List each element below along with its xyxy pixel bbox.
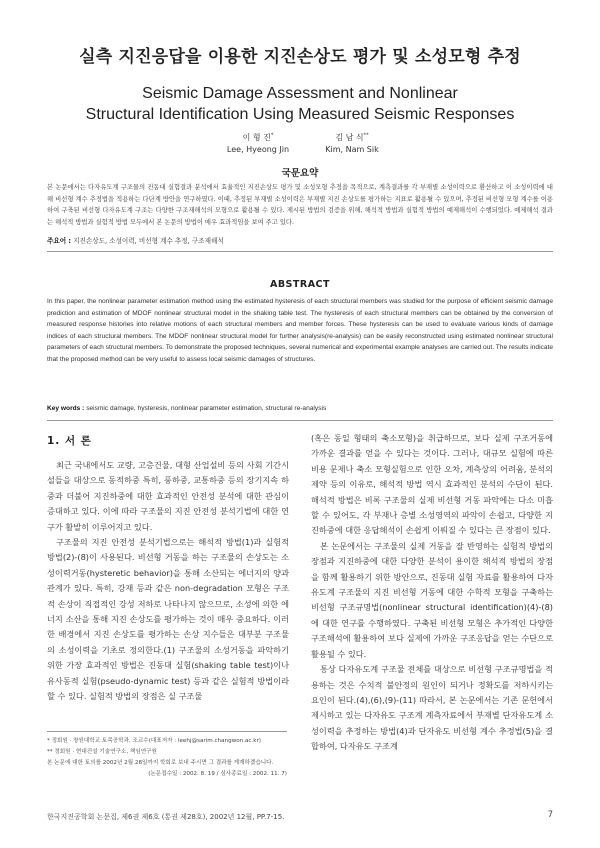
author-1-ko: 이 형 진 <box>242 133 271 142</box>
keywords-text: seismic damage, hysteresis, nonlinear parameter estimation, structural re-analysis <box>86 405 327 412</box>
divider <box>47 251 553 252</box>
author-1-mark: * <box>270 132 274 139</box>
paper-title-korean: 실측 지진응답을 이용한 지진손상도 평가 및 소성모형 추정 <box>79 47 521 67</box>
title-en-line2: Structural Identification Using Measured Seismic Responses <box>85 106 515 123</box>
author-1-en: Lee, Hyeong Jin <box>226 145 290 154</box>
footnote-divider <box>47 731 287 732</box>
paragraph: 본 논문에서는 구조물의 실제 거동을 잘 반영하는 실험적 방법의 장점과 지진하중에 대한 다양한 분석이 용이한 해석적 방법의 장점을 함께 활용하기 위한 방안으로, 진동대 실험 자료를 활용하여 다자유도계 구조물의 지진 비선형 거동에 대한 수학적 모형을 구축하는 비선형 구조규명법(nonlinear structural identification)(4)-(8)에 대한 연구를 수행하였다. 구축된 비선형 모형은 추가적인 다양한 구조해석에 활용하여 보다 실제에 가까운 구조응답을 얻는 수단으로 활용될 수 있다. <box>311 540 553 659</box>
page-number: 7 <box>547 810 553 820</box>
korean-keywords-text: 지진손상도, 소성이력, 비선형 계수 추정, 구조재해석 <box>73 237 224 245</box>
title-en-line1: Seismic Damage Assessment and Nonlinear <box>142 85 458 102</box>
paragraph: 구조물의 지진 안전성 분석기법으로는 해석적 방법(1)과 실험적 방법(2)-(8)이 사용된다. 비선형 거동을 하는 구조물의 손상도는 소성이력거동(hysteretic behavior)을 통해 소산되는 에너지의 양과 관계가 있다. 특히, 강재 등과 같은 non-degradation 모형은 구조적 손상이 직접적인 강성 저하로 나타나지 않으므로, 소성에 의한 에너지 소산을 통해 지진 손상도를 평가하는 것이 매우 중요하다. 이러한 배경에서 지진 손상도를 평가하는 손상 지수들은 대부분 구조물의 소성이력을 기초로 정의한다.(1) 구조물의 소성거동을 파악하기 위한 가장 효과적인 방법은 진동대 실험(shaking table test)이나 유사동적 실험(pseudo-dynamic test) 등과 같은 실험적 방법이라 할 수 있다. 실험적 방법의 장점은 실 구조물 <box>47 537 289 702</box>
paper-title-english <box>0 83 600 125</box>
abstract-heading: ABSTRACT <box>269 279 331 290</box>
author-2-en: Kim, Nam Sik <box>325 145 379 154</box>
keywords-label: Key words : <box>47 405 85 412</box>
footnote-author-2: ** 정회원 · 현대건설 기술연구소, 책임연구원 <box>47 749 157 755</box>
paragraph: (혹은 동일 형태의 축소모형)을 취급하므로, 보다 실제 구조거동에 가까운 결과를 얻을 수 있다는 것이다. 그러나, 대규모 실험에 따른 비용 문제나 축소 모형실험으로 인한 오차, 계측상의 어려움, 분석의 제약 등의 이유로, 해석적 방법 역시 효과적인 분석의 수단이 된다. 해석적 방법은 비록 구조물의 실제 비선형 거동 파악에는 다소 미흡할 수 있어도, 각 부재나 층별 소성영역의 파악이 손쉽고, 다양한 지진하중에 대한 응답해석이 손쉽게 이뤄질 수 있다는 큰 장점이 있다. <box>311 433 553 536</box>
section-heading-introduction: 1. 서 론 <box>47 435 92 447</box>
author-2-ko: 김 남 식 <box>335 133 364 142</box>
page-footer <box>47 812 553 822</box>
author-2-mark: ** <box>363 132 369 139</box>
footnote-discussion: 본 논문에 대한 토의를 2002년 2월 28일까지 학회로 보내 주시면 그 결과를 게재하겠습니다. <box>47 760 274 766</box>
footnotes <box>47 736 287 780</box>
paragraph: 통상 다자유도계 구조물 전체를 대상으로 비선형 구조규명법을 적용하는 것은 수치적 불안정의 원인이 되거나 정확도를 저하시키는 요인이 된다.(4),(6),(9)-(11) 따라서, 본 논문에서는 기존 문헌에서 제시하고 있는 다자유도 구조계 계측자료에서 부재별 단자유도계 소성이력을 추정하는 방법(4)과 단자유도 비선형 계수 추정법(5)을 결합하여, 다자유도 구조계 <box>311 664 553 752</box>
korean-keywords-label: 주요어 : <box>47 237 72 245</box>
footnote-author-1: * 정회원 · 창원대학교 토목공학과, 조교수(대표저자 : leehj@sarim.changwon.ac.kr) <box>47 738 261 744</box>
divider <box>47 420 553 421</box>
footnote-dates: (논문접수일 : 2002. 8. 19 / 심사종료일 : 2002. 11. 7) <box>148 771 287 777</box>
author-2 <box>297 132 407 156</box>
paragraph: 최근 국내에서도 교량, 고층건물, 대형 산업설비 등의 사회 기간시설들을 대상으로 동적하중 특히, 풍하중, 교통하중 등의 장기지속 하중과 더불어 지진하중에 대한 효과적인 안전성 분석에 대한 관심이 증대하고 있다. 이에 따라 구조물의 지진 안전성 분석기법에 대한 연구가 활발히 이루어지고 있다. <box>47 460 289 532</box>
body-right-column <box>311 431 553 755</box>
korean-keywords <box>47 235 553 245</box>
english-keywords <box>47 405 553 412</box>
english-abstract: In this paper, the nonlinear parameter estimation method using the estimated hysteresis of each structural members was studied for the purpose of efficient seismic damage prediction and estimation of MDOF nonlinear structural model in the shaking table test. The hysteresis of each structural members can be obtained by the conversion of measured response histories into relative motions of each structural members and member forces. These hysteresis can be used to evaluate various kinds of damage indices of each structural members. The MDOF nonlinear structural model for further analysis(re-analysis) can be easily reconstructed using estimated nonlinear structural parameters of each structural members. To demonstrate the proposed techniques, several numerical and experimental example analyses are carried out. The results indicate that the proposed method can be very useful to assess local seismic damages of structures. <box>47 298 553 363</box>
korean-abstract-heading: 국문요약 <box>281 168 319 179</box>
korean-abstract: 본 논문에서는 다자유도계 구조물의 진동대 실험결과 분석에서 효율적인 지진손상도 평가 및 소성모형 추정을 목적으로, 계측결과를 각 부재별 소성이력으로 환산하고 이 소성이력에 대해 비선형 계수 추정법을 적용하는 다단계 방안을 연구하였다. 이때, 추정된 부재별 소성이력은 부재별 지진 손상도를 평가하는 지표로 활용될 수 있으며, 추정된 비선형 모형 계수를 이용하여 구축된 비선형 다자유도계 구조는 다양한 구조재해석의 모형으로 활용될 수 있다. 제시된 방법의 검증을 위해, 해석적 방법과 실험적 방법의 예제해석이 수행되었다. 예제해석 결과는 해석적 방법과 실험적 방법 모두에서 본 논문의 방법이 매우 효과적임을 보여 주고 있다. <box>47 184 553 226</box>
body-left-column <box>47 458 289 705</box>
journal-citation: 한국지진공학회 논문집, 제6권 제6호 (통권 제28호), 2002년 12월, PP.7-15. <box>47 813 285 821</box>
